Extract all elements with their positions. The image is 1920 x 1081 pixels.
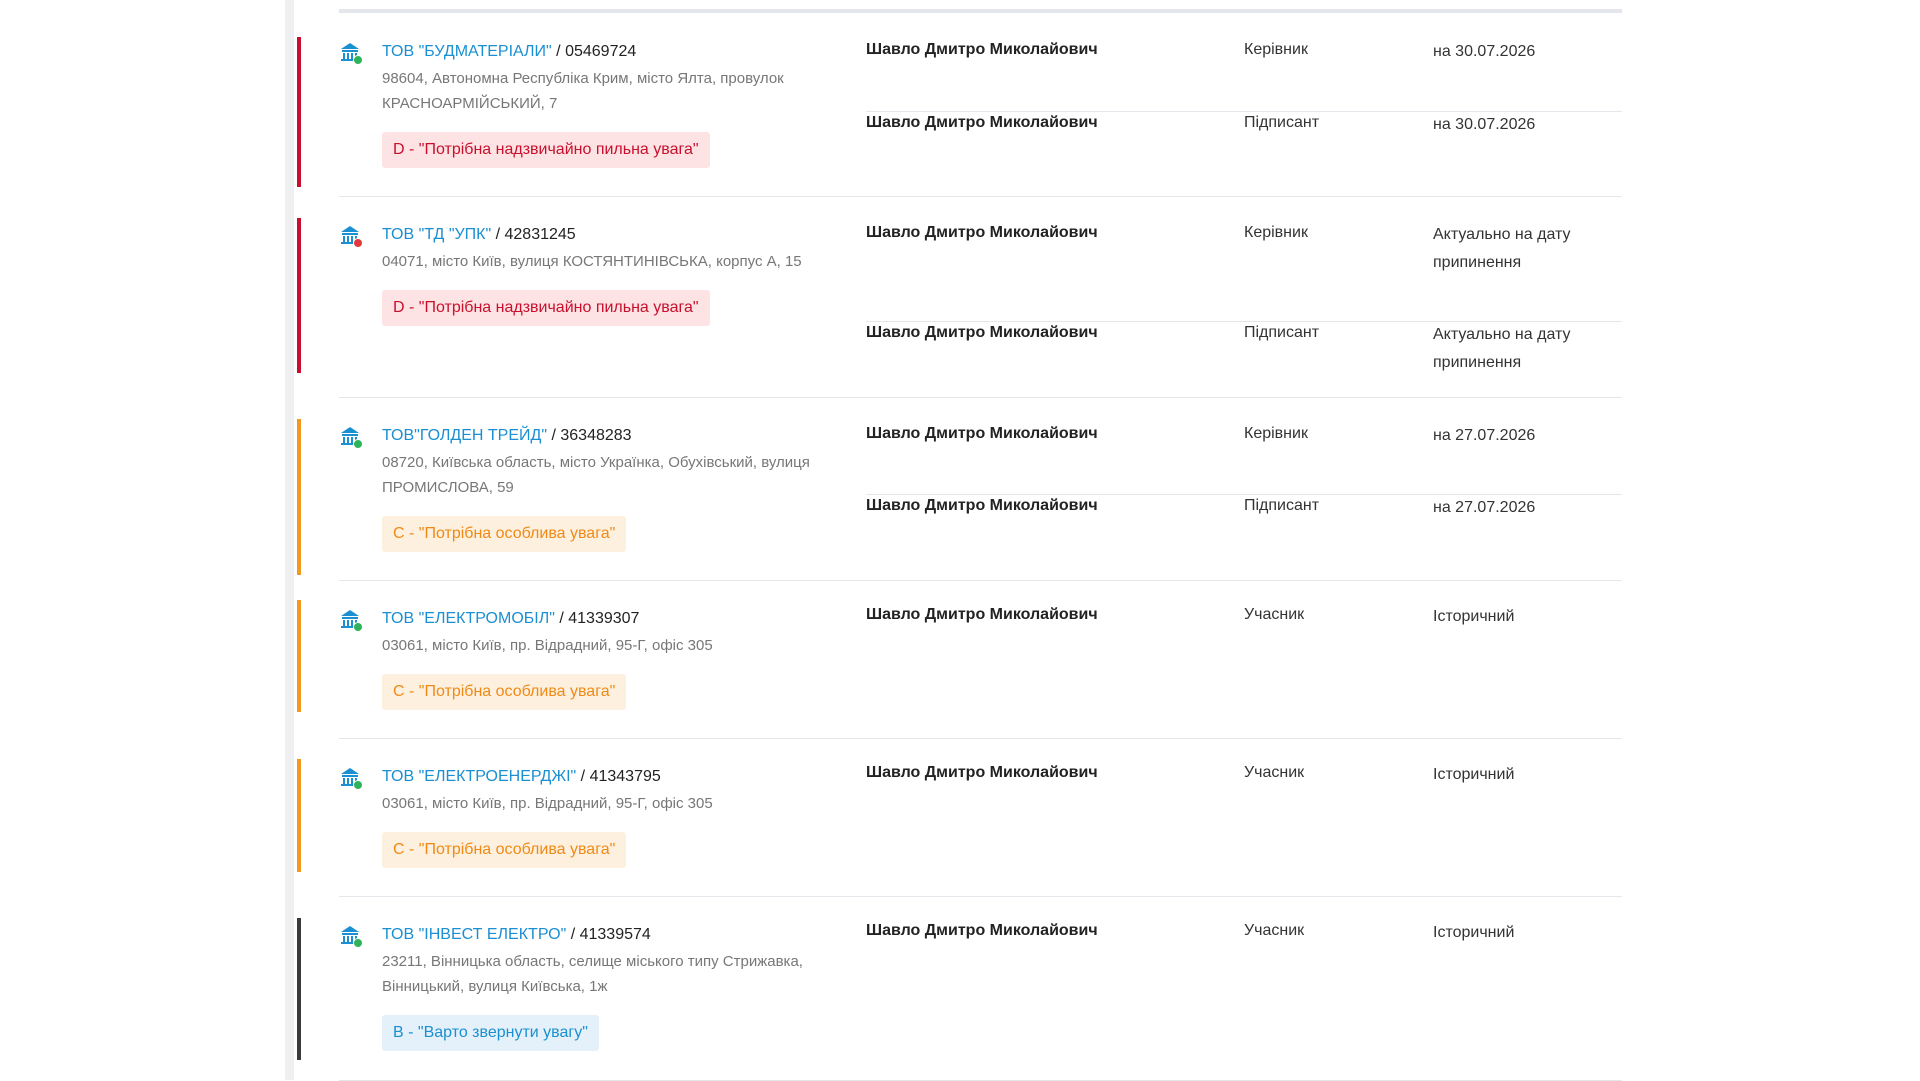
risk-badge: C - "Потрібна особлива увага": [382, 674, 626, 710]
bank-building-icon: [339, 224, 363, 248]
company-name-link[interactable]: ТОВ "ТД "УПК": [382, 226, 492, 243]
company-row: [339, 739, 1622, 897]
role-entry: [866, 761, 1622, 896]
role-entry: [866, 38, 1622, 112]
person-name: Шавло Дмитро Миколайович: [866, 41, 1098, 58]
bank-building-icon: [339, 766, 363, 790]
risk-badge: C - "Потрібна особлива увага": [382, 832, 626, 868]
bank-building-icon: [339, 924, 363, 948]
role-entry: [866, 321, 1622, 397]
risk-badge: C - "Потрібна особлива увага": [382, 516, 626, 552]
company-name-link[interactable]: ТОВ "ІНВЕСТ ЕЛЕКТРО": [382, 926, 567, 943]
sidebar-border: [285, 0, 294, 1080]
company-info: [382, 765, 812, 868]
company-code: / 36348283: [547, 427, 632, 444]
role-title: Керівник: [1244, 224, 1308, 241]
person-name: Шавло Дмитро Миколайович: [866, 114, 1098, 131]
company-name-link[interactable]: ТОВ"ГОЛДЕН ТРЕЙД": [382, 427, 548, 444]
risk-badge: B - "Варто звернути увагу": [382, 1015, 599, 1051]
person-name: Шавло Дмитро Миколайович: [866, 922, 1098, 939]
risk-badge: D - "Потрібна надзвичайно пильна увага": [382, 290, 710, 326]
role-title: Підписант: [1244, 324, 1320, 341]
person-name: Шавло Дмитро Миколайович: [866, 497, 1098, 514]
company-name-link[interactable]: ТОВ "БУДМАТЕРІАЛИ": [382, 43, 552, 60]
bank-building-icon: [339, 41, 363, 65]
role-title: Керівник: [1244, 41, 1308, 58]
related-companies-list: [339, 0, 1622, 1080]
company-code: / 41339574: [566, 926, 651, 943]
company-address: 04071, місто Київ, вулиця КОСТЯНТИНІВСЬКА, корпус А, 15: [382, 253, 802, 270]
company-code: / 05469724: [551, 43, 637, 60]
company-code: / 41343795: [576, 768, 661, 785]
role-date: Актуально на дату припинення: [1433, 226, 1571, 271]
company-address: 03061, місто Київ, пр. Відрадний, 95-Г, офіс 305: [382, 637, 713, 654]
sidebar-area: [0, 0, 288, 1080]
company-row: [339, 581, 1622, 739]
role-date: Актуально на дату припинення: [1433, 326, 1571, 371]
role-entry: [866, 494, 1622, 580]
risk-level-indicator: [297, 419, 301, 575]
role-title: Учасник: [1244, 764, 1305, 781]
role-entry: [866, 919, 1622, 1079]
role-entry: [866, 603, 1622, 738]
role-entry: [866, 111, 1622, 196]
person-name: Шавло Дмитро Миколайович: [866, 224, 1098, 241]
person-name: Шавло Дмитро Миколайович: [866, 606, 1098, 623]
role-entry: [866, 422, 1622, 495]
company-info: [382, 923, 812, 1051]
company-code: / 42831245: [491, 226, 576, 243]
person-name: Шавло Дмитро Миколайович: [866, 324, 1098, 341]
company-info: [382, 607, 812, 710]
role-title: Учасник: [1244, 606, 1305, 623]
company-address: 98604, Автономна Республіка Крим, місто Ялта, провулок КРАСНОАРМІЙСЬКИЙ, 7: [382, 70, 784, 112]
company-info: [382, 424, 812, 552]
role-date: Історичний: [1433, 924, 1515, 941]
company-row: [339, 398, 1622, 581]
company-code: / 41339307: [554, 610, 640, 627]
company-name-link[interactable]: ТОВ "ЕЛЕКТРОЕНЕРДЖІ": [382, 768, 577, 785]
bank-building-icon: [339, 425, 363, 449]
company-address: 08720, Київська область, місто Українка, Обухівський, вулиця ПРОМИСЛОВА, 59: [382, 454, 810, 496]
company-row: [339, 897, 1622, 1081]
risk-level-indicator: [297, 918, 301, 1060]
role-date: на 30.07.2026: [1433, 43, 1536, 60]
risk-level-indicator: [297, 600, 301, 712]
company-address: 03061, місто Київ, пр. Відрадний, 95-Г, офіс 305: [382, 795, 713, 812]
risk-level-indicator: [297, 759, 301, 872]
risk-level-indicator: [297, 37, 301, 187]
role-entry: [866, 221, 1622, 322]
role-date: Історичний: [1433, 608, 1515, 625]
role-title: Підписант: [1244, 114, 1320, 131]
role-date: на 30.07.2026: [1433, 116, 1536, 133]
role-date: на 27.07.2026: [1433, 427, 1536, 444]
role-title: Учасник: [1244, 922, 1305, 939]
company-info: [382, 40, 812, 168]
role-title: Підписант: [1244, 497, 1320, 514]
role-title: Керівник: [1244, 425, 1308, 442]
company-row: [339, 197, 1622, 398]
bank-building-icon: [339, 608, 363, 632]
list-top-divider: [339, 9, 1622, 13]
risk-badge: D - "Потрібна надзвичайно пильна увага": [382, 132, 710, 168]
company-row: [339, 14, 1622, 197]
company-address: 23211, Вінницька область, селище міського типу Стрижавка, Вінницький, вулиця Київська, 1ж: [382, 953, 803, 995]
company-name-link[interactable]: ТОВ "ЕЛЕКТРОМОБІЛ": [382, 610, 555, 627]
company-info: [382, 223, 812, 326]
role-date: Історичний: [1433, 766, 1515, 783]
role-date: на 27.07.2026: [1433, 499, 1536, 516]
person-name: Шавло Дмитро Миколайович: [866, 764, 1098, 781]
person-name: Шавло Дмитро Миколайович: [866, 425, 1098, 442]
risk-level-indicator: [297, 218, 301, 373]
